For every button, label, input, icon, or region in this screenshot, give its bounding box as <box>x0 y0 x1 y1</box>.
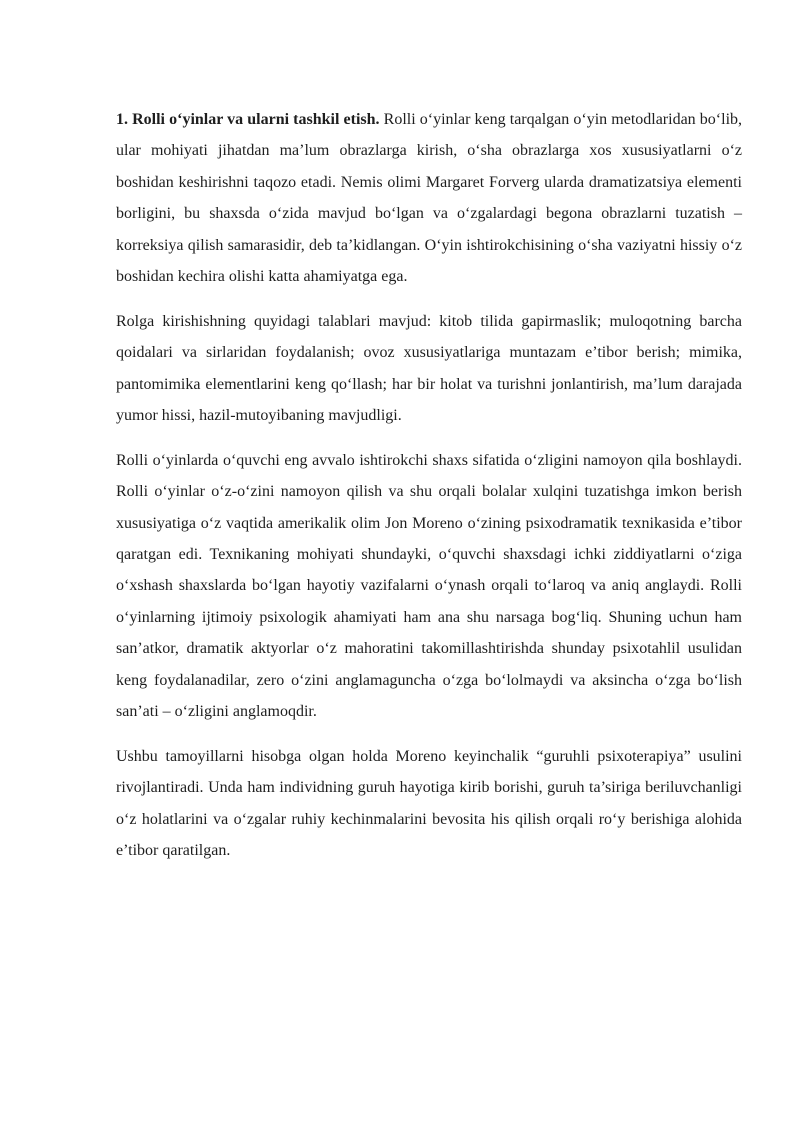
document-page <box>116 104 742 880</box>
paragraph-4: Ushbu tamoyillarni hisobga olgan holda Moreno keyinchalik “guruhli psixoterapiya” usulini rivojlantiradi. Unda ham individning guruh hayotiga kirib borishi, guruh ta’siriga beriluvchanligi o‘z holatlarini va o‘zgalar ruhiy kechinmalarini bevosita his qilish orqali ro‘y berishiga alohida e’tibor qaratilgan. <box>116 747 742 860</box>
paragraph-2: Rolga kirishishning quyidagi talablari mavjud: kitob tilida gapirmaslik; muloqotning barcha qoidalari va sirlaridan foydalanish; ovoz xususiyatlariga muntazam e’tibor berish; mimika, pantomimika elementlarini keng qo‘llash; har bir holat va turishni jonlantirish, ma’lum darajada yumor hissi, hazil-mutoyibaning mavjudligi. <box>116 312 742 425</box>
paragraph-3: Rolli o‘yinlarda o‘quvchi eng avvalo ishtirokchi shaxs sifatida o‘zligini namoyon qila boshlaydi. Rolli o‘yinlar o‘z-o‘zini namoyon qilish va shu orqali bolalar xulqini tuzatishga imkon berish xususiyatiga o‘z vaqtida amerikalik olim Jon Moreno o‘zining psixodramatik texnikasida e’tibor qaratgan edi. Texnikaning mohiyati shundayki, o‘quvchi shaxsdagi ichki ziddiyatlarni o‘ziga o‘xshash shaxslarda bo‘lgan hayotiy vazifalarni o‘ynash orqali to‘laroq va aniq anglaydi. Rolli o‘yinlarning ijtimoiy psixologik ahamiyati ham ana shu narsaga bog‘liq. Shuning uchun ham san’atkor, dramatik aktyorlar o‘z mahoratini takomillashtirishda shunday psixotahlil usulidan keng foydalanadilar, zero o‘zini anglamaguncha o‘zga bo‘lolmaydi va aksincha o‘zga bo‘lish san’ati – o‘zligini anglamoqdir. <box>116 451 742 721</box>
section-heading: 1. Rolli o‘yinlar va ularni tashkil etish. <box>116 111 380 128</box>
paragraph-1 <box>116 104 742 292</box>
paragraph-1-text: Rolli o‘yinlar keng tarqalgan o‘yin metodlaridan bo‘lib, ular mohiyati jihatdan ma’lum obrazlarga kirish, o‘sha obrazlarga xos xususiyatlarni o‘z boshidan keshirishni taqozo etadi. Nemis olimi Margaret Forverg ularda dramatizatsiya elementi borligini, bu shaxsda o‘zida mavjud bo‘lgan va o‘zgalardagi begona obrazlarni tuzatish – korreksiya qilish samarasidir, deb ta’kidlangan. O‘yin ishtirokchisining o‘sha vaziyatni hissiy o‘z boshidan kechira olishi katta ahamiyatga ega. <box>116 111 743 286</box>
